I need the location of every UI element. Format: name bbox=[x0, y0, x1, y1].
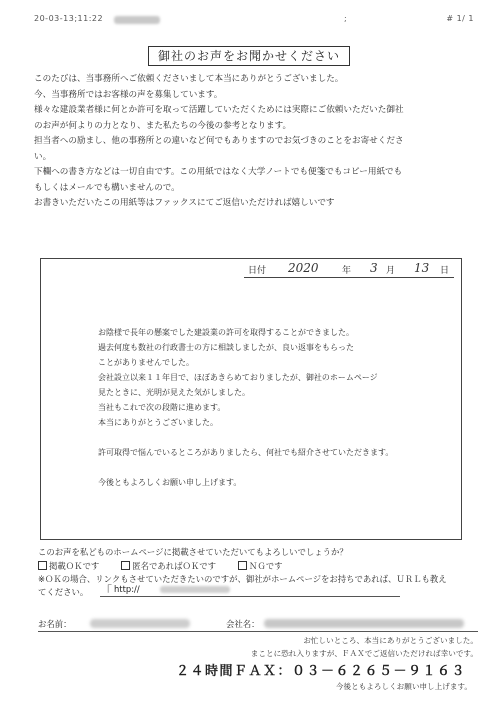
redacted-company[interactable] bbox=[264, 619, 464, 628]
date-month: 3 bbox=[370, 261, 378, 275]
signature-underline bbox=[38, 631, 478, 632]
checkbox[interactable] bbox=[38, 561, 47, 570]
letter-line: 当社もこれで次の段階に進めます。 bbox=[98, 403, 226, 412]
redacted-name[interactable] bbox=[90, 619, 190, 628]
intro-line: のお声が何よりの力となり、また私たちの今後の参考となります。 bbox=[34, 120, 292, 131]
url-row bbox=[38, 586, 478, 598]
date-day: 13 bbox=[414, 261, 430, 275]
intro-line: もしくはメールでも構いませんので。 bbox=[34, 182, 180, 193]
url-bracket: 「 bbox=[100, 584, 113, 598]
year-unit: 年 bbox=[342, 266, 352, 276]
intro-line: このたびは、当事務所へご依頼くださいまして本当にありがとうございました。 bbox=[34, 74, 344, 84]
option-ng[interactable]: ＮＧです bbox=[238, 560, 283, 574]
intro-line: 様々な建設業者様に何とか許可を取って活躍していただくためには実際にご依頼いただいた御社 bbox=[34, 105, 404, 115]
letter-line: 会社設立以来１１年目で、ほぼあきらめておりましたが、御社のホームページ bbox=[98, 373, 378, 382]
letter-line: お陰様で長年の懸案でした建設業の許可を取得することができました。 bbox=[98, 328, 354, 337]
letter-line bbox=[98, 430, 448, 445]
option-anonymous[interactable]: 匿名であればＯＫです bbox=[121, 560, 216, 574]
letter-line: 本当にありがとうございました。 bbox=[98, 418, 218, 427]
intro-text bbox=[34, 72, 474, 212]
fax-separator: ; bbox=[344, 14, 348, 23]
checkbox[interactable] bbox=[238, 561, 247, 570]
closing-text: 今後ともよろしくお願い申し上げます。 bbox=[335, 682, 472, 691]
company-label: 会社名： bbox=[226, 619, 260, 629]
option-ok[interactable]: 掲載ＯＫです bbox=[38, 560, 99, 574]
month-unit: 月 bbox=[386, 266, 396, 276]
checkbox[interactable] bbox=[121, 561, 130, 570]
url-note: ※ＯＫの場合、リンクもさせていただきたいのですが、御社がホームページをお持ちであれば、ＵＲＬも教え bbox=[38, 574, 447, 584]
letter-body bbox=[98, 325, 448, 490]
url-field[interactable] bbox=[100, 584, 400, 597]
name-label: お名前： bbox=[38, 619, 72, 629]
thanks-line: お忙しいところ、本当にありがとうございました。 bbox=[303, 636, 478, 645]
fax-page-number: # 1/ 1 bbox=[446, 14, 474, 23]
intro-line: 担当者への励まし、他の事務所との違いなど何でもありますのでお気づきのことをお寄せくださ bbox=[34, 136, 404, 146]
intro-line: お書きいただいたこの用紙等はファックスにてご返信いただければ嬉しいです bbox=[34, 198, 335, 208]
date-year: 2020 bbox=[288, 261, 319, 275]
day-unit: 日 bbox=[440, 266, 450, 276]
fax-number: ２４時間ＦＡＸ：０３－６２６５－９１６３ bbox=[175, 664, 466, 679]
intro-line: 下欄への書き方などは一切自由です。この用紙ではなく大学ノートでも便箋でもコピー用紙でも bbox=[34, 167, 403, 177]
redacted-url bbox=[160, 586, 230, 593]
intro-line: い。 bbox=[34, 151, 52, 162]
letter-line: ことがありませんでした。 bbox=[98, 358, 194, 367]
letter-line: 許可取得で悩んでいるところがありましたら、何社でも紹介させていただきます。 bbox=[98, 448, 394, 457]
letter-line: 過去何度も数社の行政書士の方に相談しましたが、良い返事をもらった bbox=[98, 343, 354, 352]
permission-section bbox=[38, 546, 478, 587]
signature-row bbox=[38, 616, 478, 632]
letter-line: 見たときに、光明が見えた気がしました。 bbox=[98, 388, 250, 397]
date-field bbox=[244, 263, 454, 278]
url-note-end: てください。 bbox=[38, 587, 89, 597]
permission-options bbox=[38, 560, 478, 574]
fax-header bbox=[34, 14, 474, 26]
form-title: 御社のお声をお聞かせください bbox=[148, 46, 350, 66]
fax-timestamp: 20-03-13;11:22 bbox=[34, 14, 104, 23]
date-label: 日付 bbox=[248, 266, 267, 276]
letter-line bbox=[98, 460, 448, 475]
redacted-sender bbox=[114, 16, 160, 24]
intro-line: 今、当事務所ではお客様の声を募集しています。 bbox=[34, 89, 223, 100]
thanks-line: まことに恐れ入りますが、ＦＡＸでご返信いただければ幸いです。 bbox=[250, 649, 478, 658]
letter-line: 今後ともよろしくお願い申し上げます。 bbox=[98, 478, 242, 487]
url-value: http:// bbox=[114, 584, 140, 594]
permission-question: このお声を私どものホームページに掲載させていただいてもよろしいでしょうか？ bbox=[38, 547, 348, 557]
thanks-text bbox=[248, 634, 478, 660]
